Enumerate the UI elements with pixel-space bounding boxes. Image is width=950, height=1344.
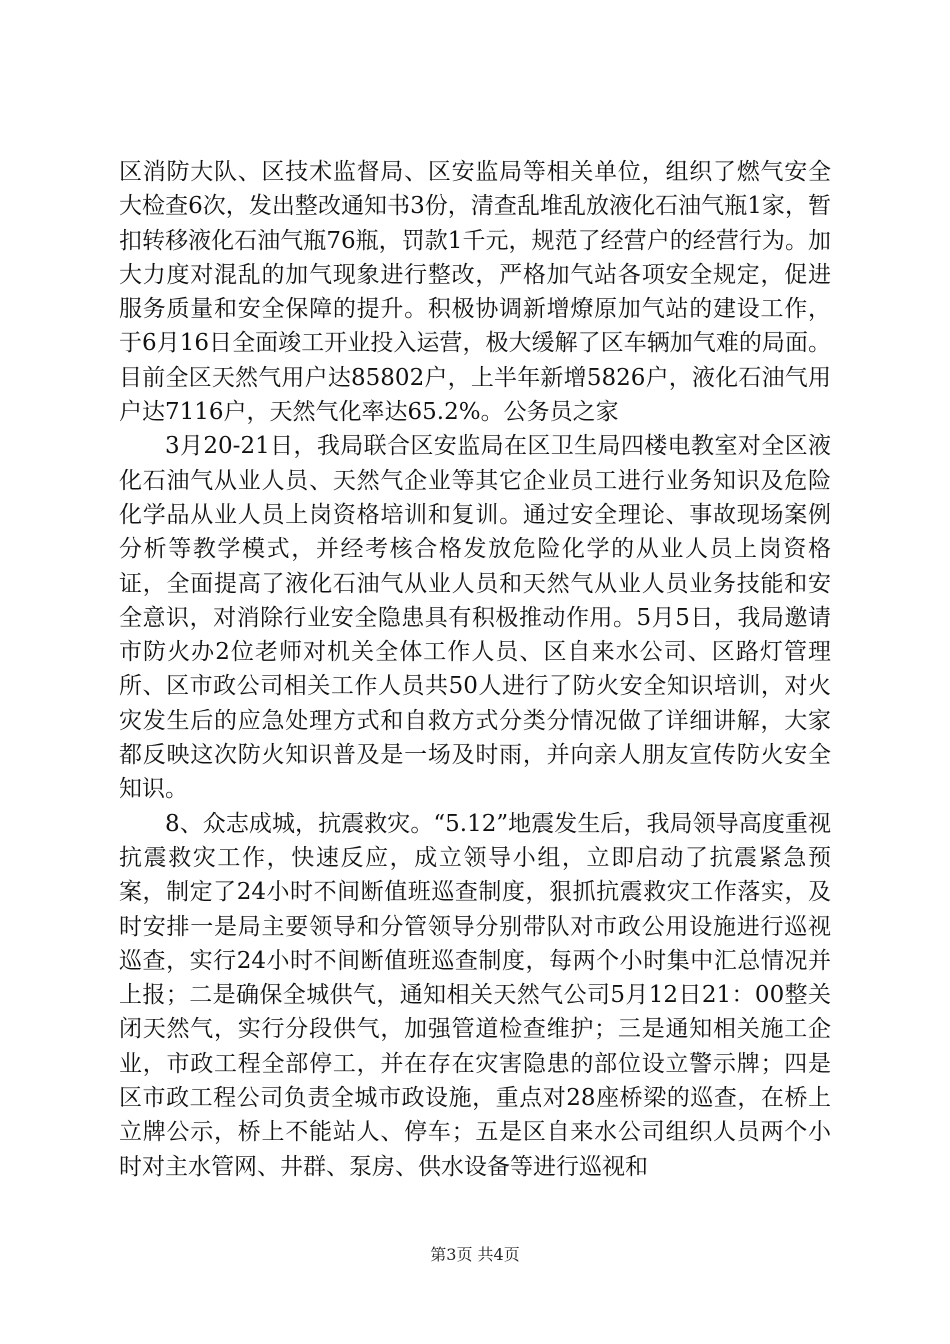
page-number-footer: 第3页 共4页 (430, 1245, 520, 1264)
paragraph-earthquake-relief: 8、众志成城，抗震救灾。“5.12”地震发生后，我局领导高度重视抗震救灾工作，快速反应，成立领导小组，立即启动了抗震紧急预案，制定了24小时不间断值班巡查制度，狠抓抗震救灾工作落实，及时安排一是局主要领导和分管领导分别带队对市政公用设施进行巡视巡查，实行24小时不间断值班巡查制度，每两个小时集中汇总情况并上报；二是确保全城供气，通知相关天然气公司5月12日21：00整关闭天然气，实行分段供气，加强管道检查维护；三是通知相关施工企业，市政工程全部停工，并在存在灾害隐患的部位设立警示牌；四是区市政工程公司负责全城市政设施，重点对28座桥梁的巡查，在桥上立牌公示，桥上不能站人、停车；五是区自来水公司组织人员两个小时对主水管网、井群、泵房、供水设备等进行巡视和 (119, 810, 831, 1180)
document-body (119, 155, 831, 1184)
paragraph-training: 3月20-21日，我局联合区安监局在区卫生局四楼电教室对全区液化石油气从业人员、天然气企业等其它企业员工进行业务知识及危险化学品从业人员上岗资格培训和复训。通过安全理论、事故现场案例分析等教学模式，并经考核合格发放危险化学的从业人员上岗资格证，全面提高了液化石油气从业人员和天然气从业人员业务技能和安全意识，对消除行业安全隐患具有积极推动作用。5月5日，我局邀请市防火办2位老师对机关全体工作人员、区自来水公司、区路灯管理所、区市政公司相关工作人员共50人进行了防火安全知识培训，对火灾发生后的应急处理方式和自救方式分类分情况做了详细讲解，大家都反映这次防火知识普及是一场及时雨，并向亲人朋友宣传防火安全知识。 (119, 433, 831, 803)
paragraph-gas-safety-inspection: 区消防大队、区技术监督局、区安监局等相关单位，组织了燃气安全大检查6次，发出整改通知书3份，清查乱堆乱放液化石油气瓶1家，暂扣转移液化石油气瓶76瓶，罚款1千元，规范了经营户的经营行为。加大力度对混乱的加气现象进行整改，严格加气站各项安全规定，促进服务质量和安全保障的提升。积极协调新增燎原加气站的建设工作，于6月16日全面竣工开业投入运营，极大缓解了区车辆加气难的局面。目前全区天然气用户达85802户，上半年新增5826户，液化石油气用户达7116户，天然气化率达65.2%。公务员之家 (119, 159, 831, 426)
